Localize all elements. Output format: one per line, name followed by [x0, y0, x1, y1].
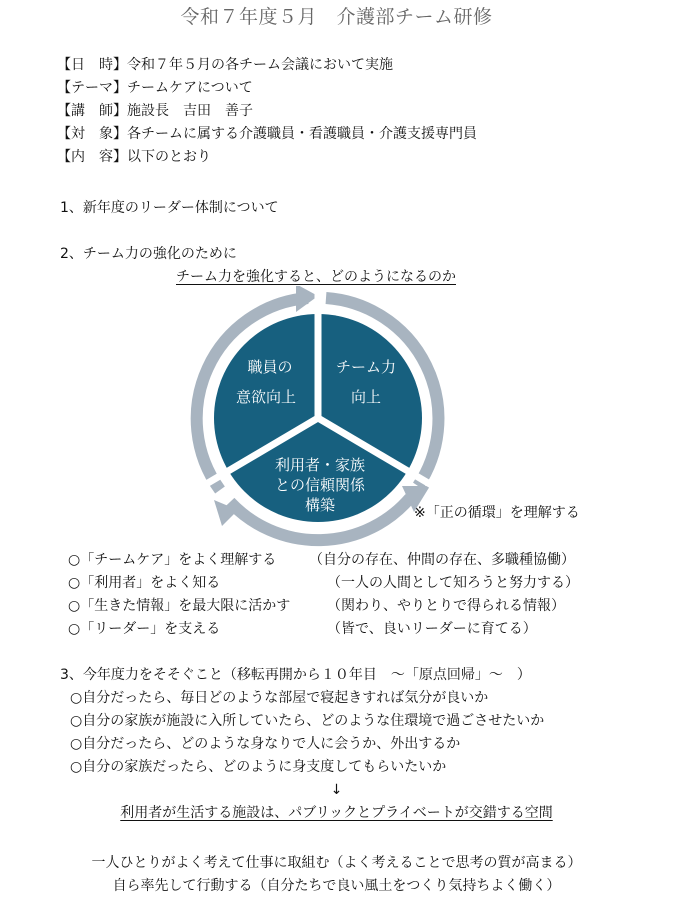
info-label: 【テーマ】 — [57, 80, 127, 96]
info-value: 各チームに属する介護職員・看護職員・介護支援専門員 — [127, 126, 477, 142]
section3-heading: 3、今年度力をそそぐこと（移転再開から１０年目 ～「原点回帰」～ ） — [60, 667, 531, 683]
down-arrow-icon: ↓ — [330, 782, 343, 798]
info-row-content — [57, 146, 211, 168]
point-main: ○「リーダー」を支える — [68, 621, 221, 637]
point-main: ○「利用者」をよく知る — [68, 575, 221, 591]
info-label: 【対 象】 — [57, 126, 127, 142]
info-row-theme — [57, 77, 253, 99]
closing-line-2: 自ら率先して行動する（自分たちで良い風土をつくり気持ちよく働く） — [112, 878, 561, 894]
section1-heading: 1、新年度のリーダー体制について — [60, 200, 279, 216]
list-item: ○自分の家族が施設に入所していたら、どのような住環境で過ごさせたいか — [70, 713, 545, 729]
info-value: 施設長 吉田 善子 — [127, 103, 253, 119]
list-item: ○自分だったら、毎日どのような部屋で寝起きすれば気分が良いか — [70, 690, 489, 706]
page-title: 令和７年度５月 介護部チーム研修 — [180, 6, 493, 28]
section3-conclusion: 利用者が生活する施設は、パブリックとプライベートが交錯する空間 — [120, 805, 553, 821]
positive-cycle-diagram — [190, 286, 450, 552]
closing-line-1: 一人ひとりがよく考えて仕事に取組む（よく考えることで思考の質が高まる） — [91, 855, 582, 871]
info-row-target — [57, 123, 477, 145]
segment-staff-line1: 職員の — [247, 358, 293, 376]
segment-team-line2: 向上 — [350, 388, 382, 406]
cycle-note: ※「正の循環」を理解する — [414, 505, 580, 521]
list-item: ○自分の家族だったら、どのように身支度してもらいたいか — [70, 759, 447, 775]
segment-trust-line2: との信頼関係 — [274, 476, 366, 494]
info-value: チームケアについて — [127, 80, 253, 96]
info-label: 【講 師】 — [57, 103, 127, 119]
point-main: ○「生きた情報」を最大限に活かす — [68, 598, 291, 614]
info-row-datetime — [57, 54, 393, 76]
section2-heading: 2、チーム力の強化のために — [60, 246, 237, 262]
point-detail: （関わり、やりとりで得られる情報） — [327, 598, 565, 614]
point-main: ○「チームケア」をよく理解する — [68, 552, 277, 568]
point-detail: （皆で、良いリーダーに育てる） — [327, 621, 537, 637]
list-item: ○自分だったら、どのような身なりで人に会うか、外出するか — [70, 736, 461, 752]
info-label: 【日 時】 — [57, 57, 127, 73]
segment-team-line1: チーム力 — [335, 358, 397, 376]
info-value: 以下のとおり — [127, 149, 211, 165]
point-detail: （一人の人間として知ろうと努力する） — [327, 575, 579, 591]
segment-trust-line1: 利用者・家族 — [274, 456, 366, 474]
info-row-lecturer — [57, 100, 253, 122]
info-value: 令和７年５月の各チーム会議において実施 — [127, 57, 393, 73]
segment-staff-line2: 意欲向上 — [235, 388, 297, 406]
info-label: 【内 容】 — [57, 149, 127, 165]
section2-subheading: チーム力を強化すると、どのようになるのか — [176, 269, 456, 285]
point-detail: （自分の存在、仲間の存在、多職種協働） — [309, 552, 575, 568]
segment-trust-line3: 構築 — [304, 496, 336, 514]
